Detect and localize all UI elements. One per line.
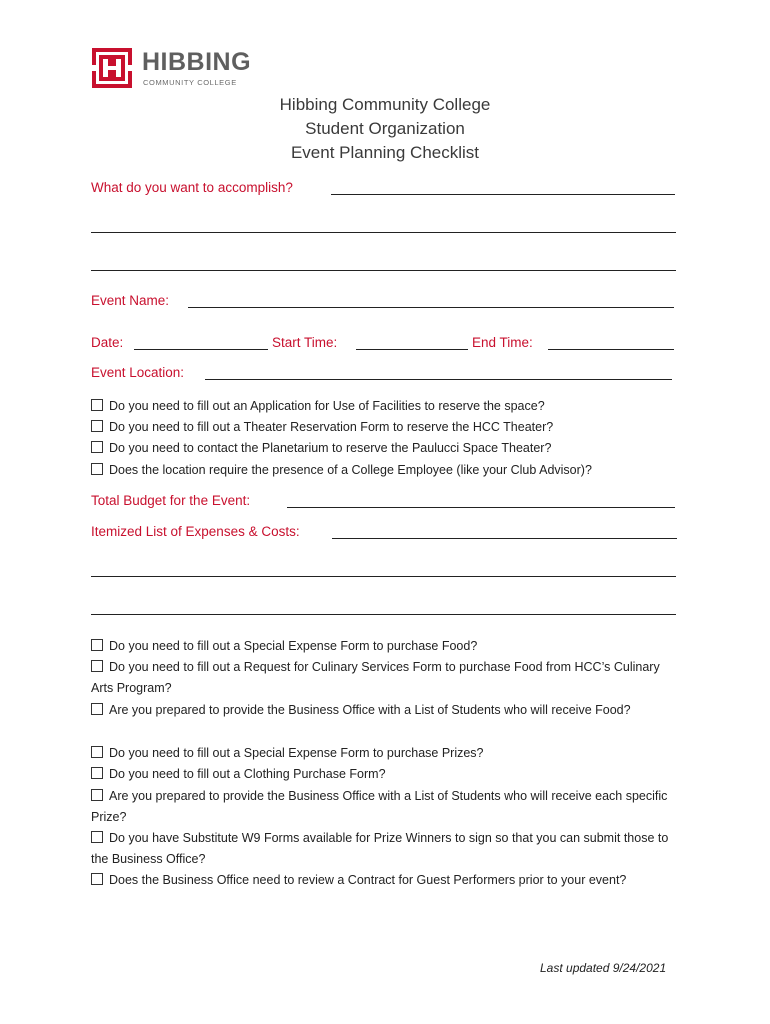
event-name-field[interactable] [188, 307, 674, 308]
checkbox-icon[interactable] [91, 660, 103, 672]
expense-check-2[interactable]: Do you need to fill out a Request for Culinary Services Form to purchase Food from HCC’s Culinary Arts Program? [91, 660, 660, 696]
date-field[interactable] [134, 349, 268, 350]
accomplish-field-line-1[interactable] [331, 194, 675, 195]
start-time-field[interactable] [356, 349, 468, 350]
event-name-label: Event Name: [91, 293, 170, 308]
last-updated: Last updated 9/24/2021 [540, 961, 667, 975]
expense-check-1[interactable]: Do you need to fill out a Special Expense Form to purchase Food? [91, 636, 681, 657]
accomplish-field-line-3[interactable] [91, 270, 676, 271]
college-logo [92, 48, 292, 92]
expense-check-5[interactable]: Do you need to fill out a Clothing Purchase Form? [91, 764, 681, 785]
location-check-2[interactable]: Do you need to fill out a Theater Reservation Form to reserve the HCC Theater? [91, 417, 553, 438]
itemized-field-line-2[interactable] [91, 576, 676, 577]
start-time-label: Start Time: [272, 335, 338, 350]
checkbox-icon[interactable] [91, 873, 103, 885]
title-line-2: Student Organization [305, 119, 465, 138]
expense-check-7[interactable]: Do you have Substitute W9 Forms available for Prize Winners to sign so that you can submit those to the Business Office? [91, 831, 669, 867]
logo-subtitle: COMMUNITY COLLEGE [143, 78, 237, 87]
event-location-label: Event Location: [91, 365, 185, 380]
location-check-3[interactable]: Do you need to contact the Planetarium to reserve the Paulucci Space Theater? [91, 438, 551, 459]
checkbox-icon[interactable] [91, 420, 103, 432]
checkbox-icon[interactable] [91, 703, 103, 715]
total-budget-label: Total Budget for the Event: [91, 493, 251, 508]
checkbox-icon[interactable] [91, 746, 103, 758]
logo-wordmark: HIBBING [142, 48, 252, 76]
checkbox-icon[interactable] [91, 463, 103, 475]
checkbox-icon[interactable] [91, 441, 103, 453]
title-line-3: Event Planning Checklist [290, 143, 480, 162]
itemized-field-line-3[interactable] [91, 614, 676, 615]
expense-check-6[interactable]: Are you prepared to provide the Business Office with a List of Students who will receive each specific Prize? [91, 789, 668, 825]
itemized-label: Itemized List of Expenses & Costs: [91, 524, 300, 539]
location-check-4[interactable]: Does the location require the presence of a College Employee (like your Club Advisor)? [91, 460, 592, 481]
end-time-field[interactable] [548, 349, 674, 350]
total-budget-field[interactable] [287, 507, 675, 508]
checkbox-icon[interactable] [91, 789, 103, 801]
accomplish-field-line-2[interactable] [91, 232, 676, 233]
expense-check-8[interactable]: Does the Business Office need to review a Contract for Guest Performers prior to your event? [91, 870, 681, 891]
event-location-field[interactable] [205, 379, 672, 380]
checkbox-icon[interactable] [91, 767, 103, 779]
expense-check-3[interactable]: Are you prepared to provide the Business Office with a List of Students who will receive Food? [91, 700, 681, 721]
accomplish-label: What do you want to accomplish? [91, 180, 293, 195]
title-line-1: Hibbing Community College [279, 95, 491, 114]
end-time-label: End Time: [472, 335, 533, 350]
expense-check-4[interactable]: Do you need to fill out a Special Expense Form to purchase Prizes? [91, 743, 681, 764]
checkbox-icon[interactable] [91, 399, 103, 411]
itemized-field-line-1[interactable] [332, 538, 677, 539]
location-check-1[interactable]: Do you need to fill out an Application for Use of Facilities to reserve the space? [91, 396, 545, 417]
date-label: Date: [91, 335, 124, 350]
hibbing-logo-icon [92, 48, 132, 88]
checkbox-icon[interactable] [91, 639, 103, 651]
checkbox-icon[interactable] [91, 831, 103, 843]
page-title [0, 93, 770, 165]
